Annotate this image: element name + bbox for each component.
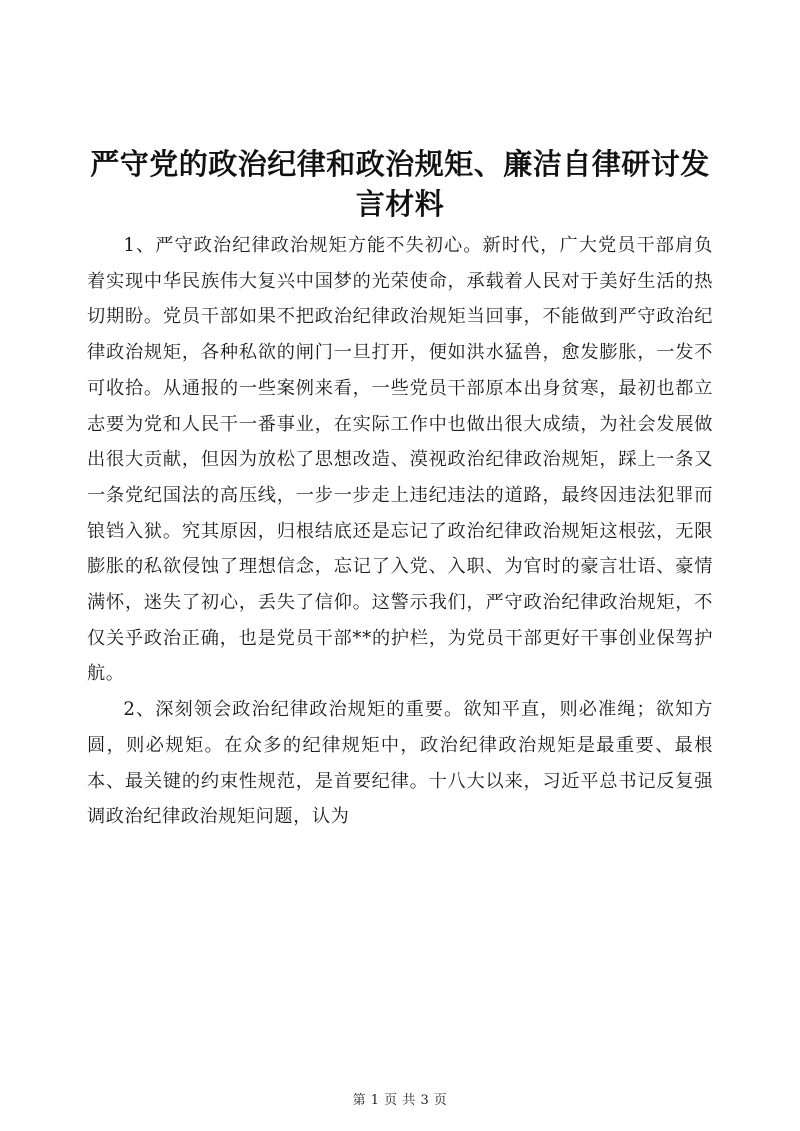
document-title: 严守党的政治纪律和政治规矩、廉洁自律研讨发言材料 (90, 147, 710, 221)
paragraph-1: 1、严守政治纪律政治规矩方能不失初心。新时代，广大党员干部肩负着实现中华民族伟大复兴中国梦的光荣使命，承载着人民对于美好生活的热切期盼。党员干部如果不把政治纪律政治规矩当回事，不能做到严守政治纪律政治规矩，各种私欲的闸门一旦打开，便如洪水猛兽，愈发膨胀，一发不可收拾。从通报的一些案例来看，一些党员干部原本出身贫寒，最初也都立志要为党和人民干一番事业，在实际工作中也做出很大成绩，为社会发展做出很大贡献，但因为放松了思想改造、漠视政治纪律政治规矩，踩上一条又一条党纪国法的高压线，一步一步走上违纪违法的道路，最终因违法犯罪而锒铛入狱。究其原因，归根结底还是忘记了政治纪律政治规矩这根弦，无限膨胀的私欲侵蚀了理想信念，忘记了入党、入职、为官时的豪言壮语、豪情满怀，迷失了初心，丢失了信仰。这警示我们，严守政治纪律政治规矩，不仅关乎政治正确，也是党员干部**的护栏，为党员干部更好干事创业保驾护航。 (87, 235, 713, 685)
paragraph-2: 2、深刻领会政治纪律政治规矩的重要。欲知平直，则必准绳；欲知方圆，则必规矩。在众多的纪律规矩中，政治纪律政治规矩是最重要、最根本、最关键的约束性规范，是首要纪律。十八大以来，习近平总书记反复强调政治纪律政治规矩问题，认为 (87, 699, 713, 828)
page-number-footer: 第 1 页 共 3 页 (352, 1093, 448, 1108)
document-body (87, 228, 713, 835)
